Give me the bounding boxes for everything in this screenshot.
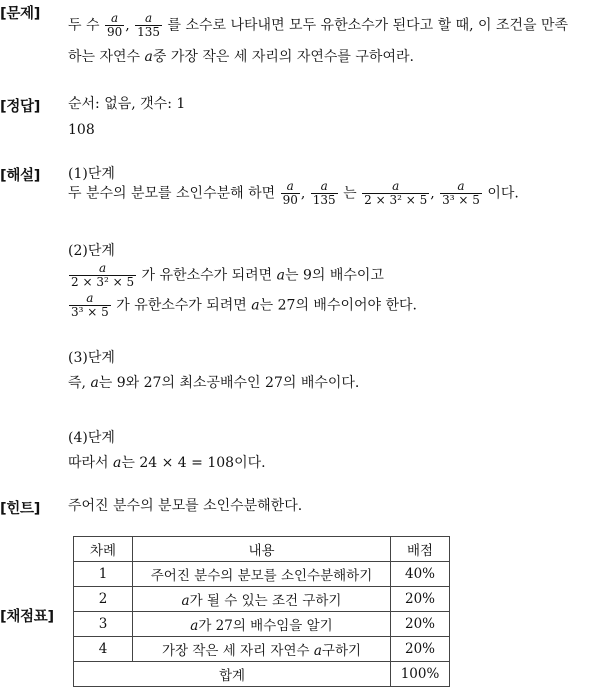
numerator: a [286, 179, 294, 193]
step-3-line [68, 374, 359, 392]
variable: a [90, 375, 99, 391]
total-score: 100% [391, 662, 450, 687]
problem-text: 하는 자연수 [68, 49, 141, 65]
fraction [69, 262, 136, 289]
row-number: 3 [74, 612, 133, 637]
problem-text: 두 수 [68, 17, 100, 34]
step-2-title: (2)단계 [68, 243, 115, 259]
fraction [362, 180, 429, 207]
row-score: 40% [391, 562, 450, 587]
step-1-title: (1)단계 [68, 166, 115, 182]
solution-text: 따라서 [68, 455, 109, 471]
variable: a [276, 267, 285, 284]
step-4-line [68, 454, 266, 472]
row-number: 1 [74, 562, 133, 587]
row-content: 주어진 분수의 분모를 소인수분해하기 [133, 562, 391, 587]
step-1-line [68, 180, 519, 207]
total-label: 합계 [74, 662, 391, 687]
solution-text: 는 [343, 185, 357, 202]
step-2-line-2 [68, 292, 417, 319]
numerator: a [392, 179, 400, 193]
numerator: a [145, 11, 153, 25]
solution-text: 는 24 × 4 = 108이다. [121, 455, 266, 471]
step-2-line-1 [68, 262, 384, 289]
step-4-title: (4)단계 [68, 430, 115, 446]
row-score: 20% [391, 612, 450, 637]
problem-label: [문제] [0, 6, 41, 22]
denominator: 90 [282, 193, 298, 207]
hint-text: 주어진 분수의 분모를 소인수분해한다. [68, 498, 303, 514]
step-3-title: (3)단계 [68, 350, 115, 366]
row-content: a가 27의 배수임을 알기 [133, 612, 391, 637]
row-score: 20% [391, 637, 450, 662]
row-score: 20% [391, 587, 450, 612]
answer-label: [정답] [0, 99, 41, 115]
numerator: a [457, 179, 465, 193]
numerator: a [86, 291, 94, 305]
fraction [440, 180, 482, 207]
row-number: 4 [74, 637, 133, 662]
variable: a [251, 297, 260, 314]
variable: a [144, 49, 153, 65]
header-content: 내용 [133, 537, 391, 562]
solution-text: 즉, [68, 375, 86, 391]
denominator: 135 [137, 25, 161, 39]
solution-text: 는 9와 27의 최소공배수인 27의 배수이다. [98, 375, 360, 391]
problem-text: 를 소수로 나타내면 모두 유한소수가 된다고 할 때, 이 조건을 만족 [167, 17, 569, 34]
comma: , [430, 185, 435, 202]
fraction [105, 12, 124, 39]
header-score: 배점 [391, 537, 450, 562]
solution-text: 두 분수의 분모를 소인수분해 하면 [68, 185, 276, 202]
solution-text: 이다. [487, 185, 519, 202]
denominator: 3³ × 5 [71, 305, 109, 319]
fraction [69, 292, 111, 319]
solution-text: 는 27의 배수이어야 한다. [259, 297, 417, 314]
table-row [74, 637, 450, 662]
solution-text: 가 유한소수가 되려면 [141, 267, 273, 284]
solution-text: 가 유한소수가 되려면 [116, 297, 247, 314]
problem-line-1 [68, 12, 568, 39]
table-total-row [74, 662, 450, 687]
row-number: 2 [74, 587, 133, 612]
header-order: 차례 [74, 537, 133, 562]
problem-text: 중 가장 작은 세 자리의 자연수를 구하여라. [152, 49, 414, 65]
fraction [281, 180, 300, 207]
denominator: 2 × 3² × 5 [71, 275, 135, 289]
fraction [311, 180, 338, 207]
grading-label: [채점표] [0, 609, 54, 625]
denominator: 90 [106, 25, 123, 39]
answer-line-1: 순서: 없음, 갯수: 1 [68, 96, 186, 112]
table-row [74, 587, 450, 612]
denominator: 135 [312, 193, 336, 207]
problem-line-2 [68, 48, 414, 66]
grading-table [73, 536, 450, 687]
hint-label: [힌트] [0, 501, 41, 517]
solution-text: 는 9의 배수이고 [284, 267, 384, 284]
denominator: 2 × 3² × 5 [364, 193, 428, 207]
numerator: a [98, 261, 107, 275]
table-row [74, 612, 450, 637]
fraction [135, 12, 162, 39]
denominator: 3³ × 5 [442, 193, 480, 207]
row-content: a가 될 수 있는 조건 구하기 [133, 587, 391, 612]
numerator: a [320, 179, 328, 193]
table-row [74, 562, 450, 587]
table-header-row [74, 537, 450, 562]
answer-line-2: 108 [68, 122, 95, 138]
row-content: 가장 작은 세 자리 자연수 a구하기 [133, 637, 391, 662]
comma: , [300, 185, 306, 202]
comma: , [125, 17, 130, 34]
variable: a [113, 455, 122, 471]
numerator: a [111, 11, 119, 25]
solution-label: [해설] [0, 168, 41, 184]
